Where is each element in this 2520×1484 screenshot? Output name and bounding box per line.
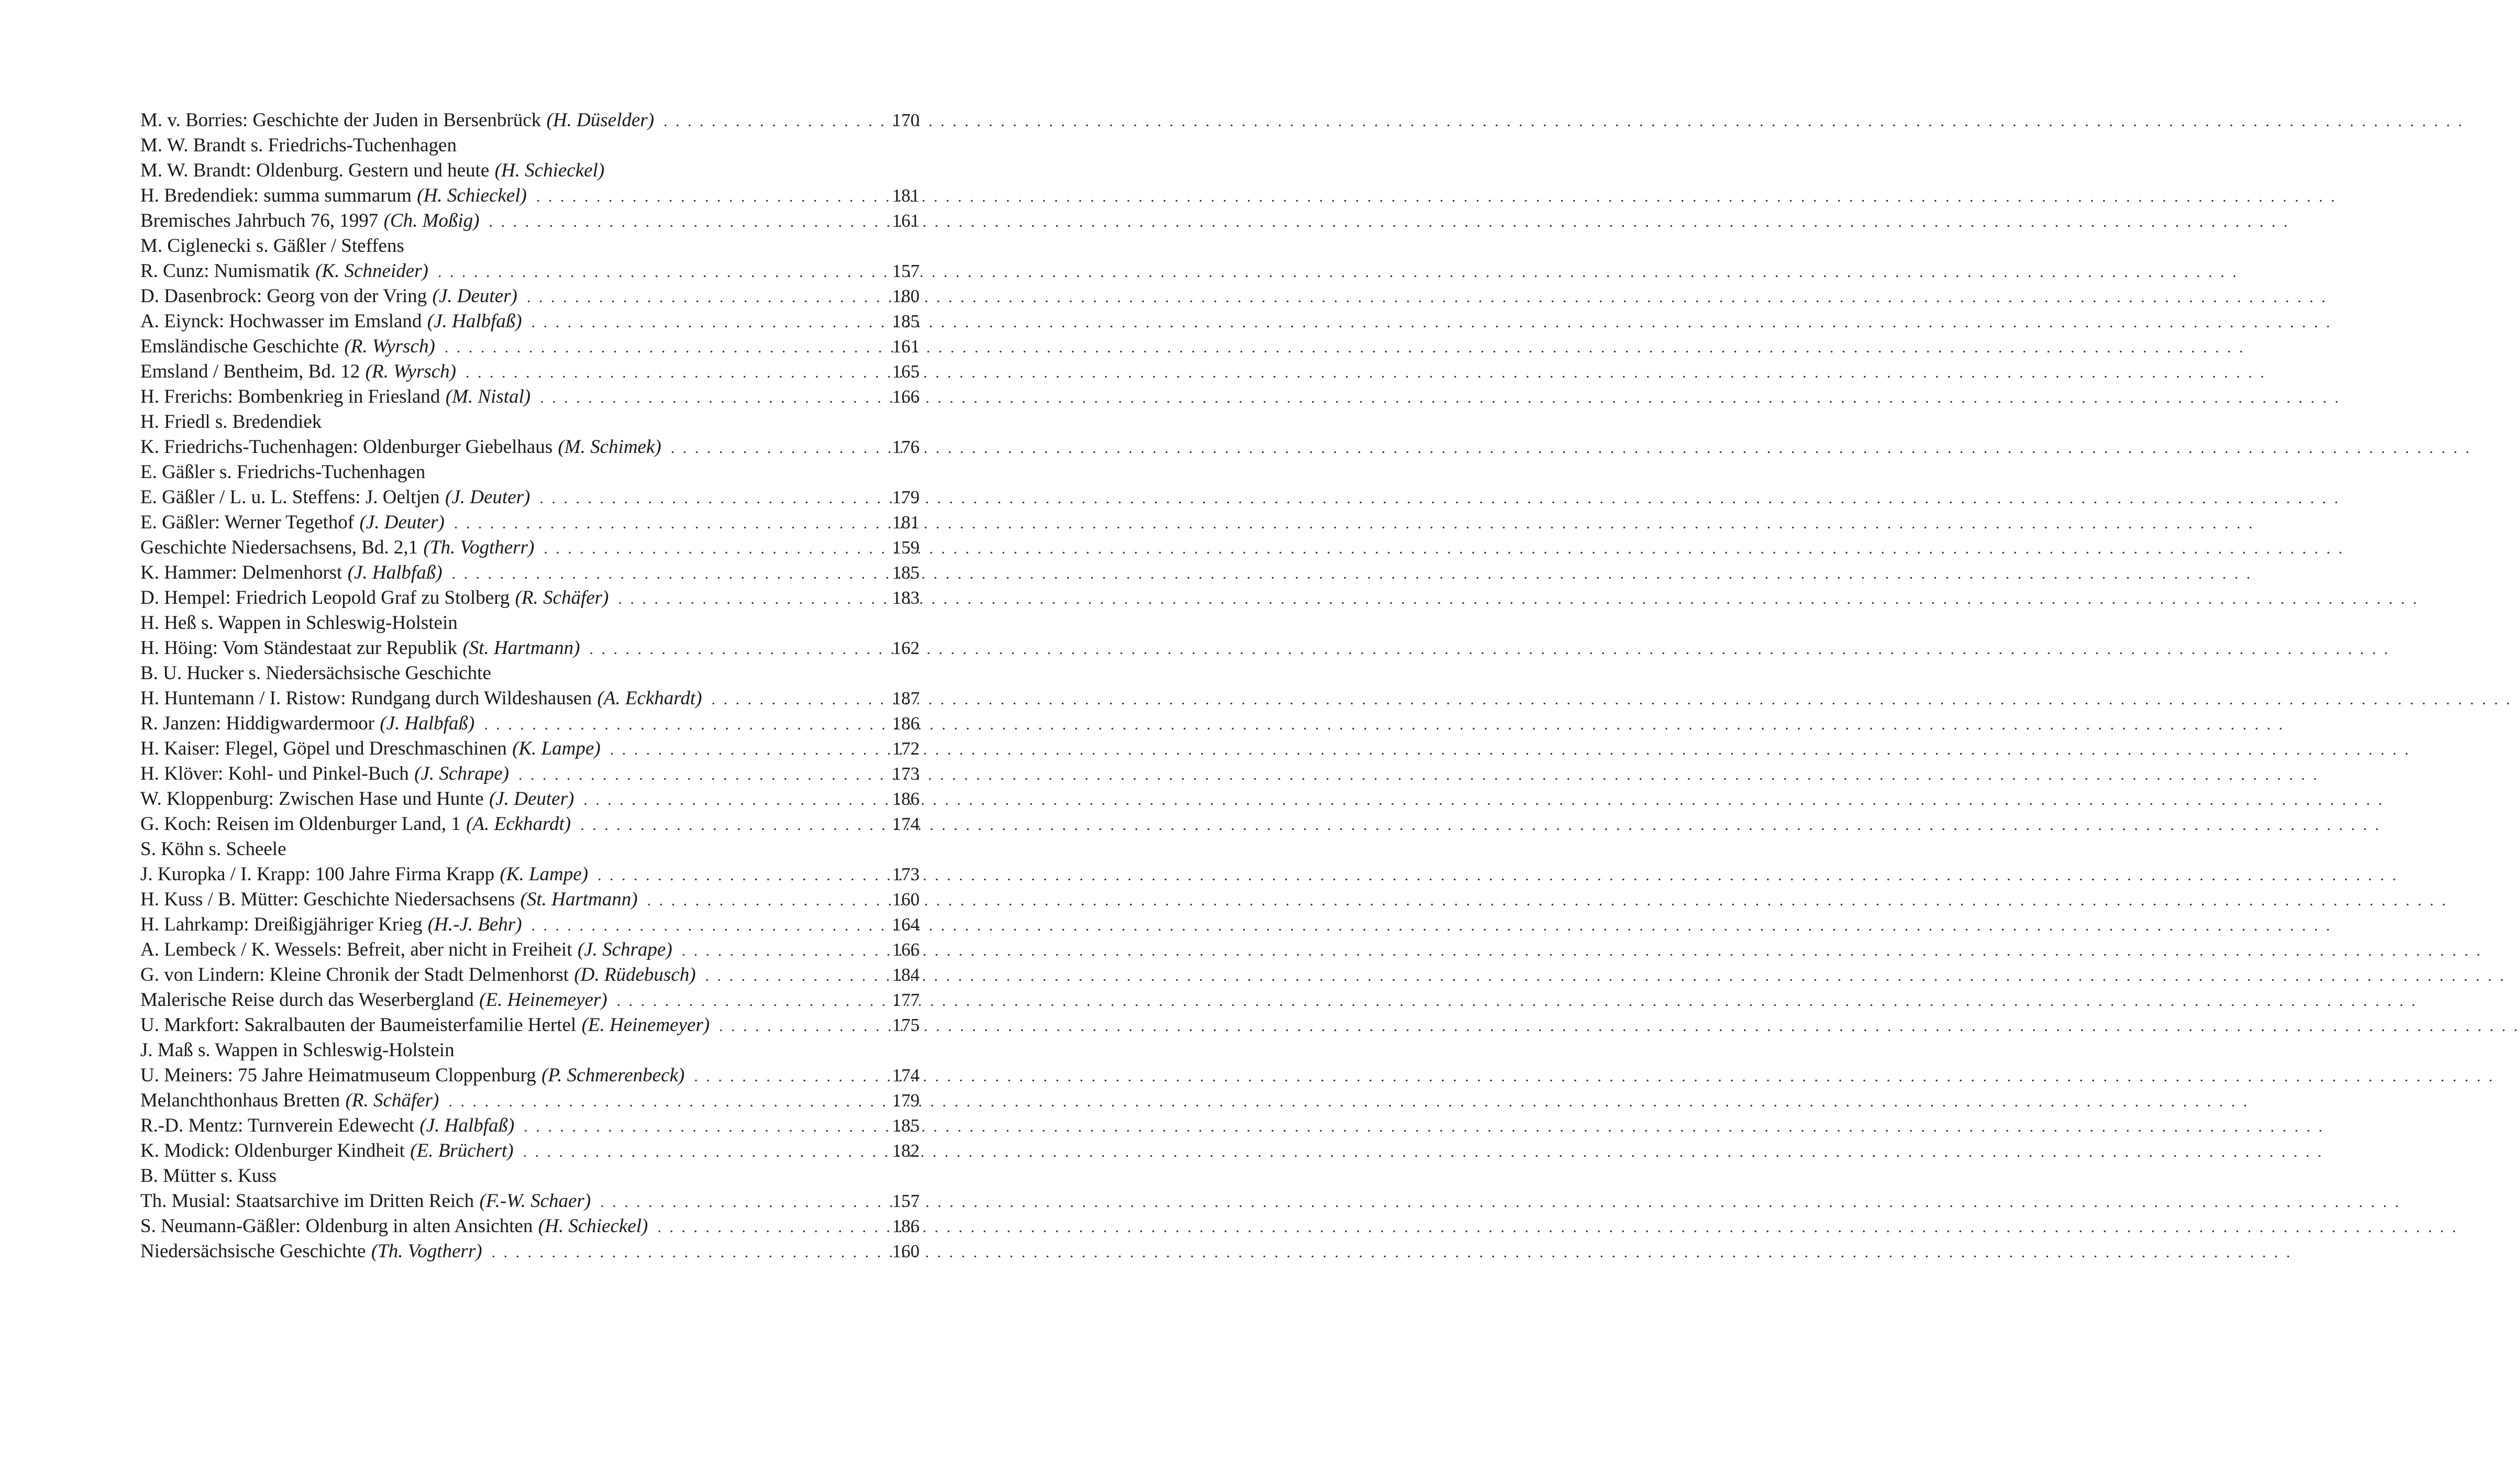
entry-title: E. Gäßler s. Friedrichs-Tuchenhagen — [140, 461, 426, 483]
entry-page-number: 160 — [892, 889, 920, 910]
entry-text — [140, 686, 702, 711]
entry-reviewer: (H. Schieckel) — [417, 185, 527, 206]
entry-reviewer: (Th. Vogtherr) — [371, 1241, 482, 1262]
entry-page-number: 172 — [892, 738, 920, 759]
entry-page-number: 184 — [892, 965, 920, 985]
index-entry — [140, 736, 920, 761]
entry-page-number: 157 — [892, 261, 920, 281]
dot-leader — [454, 511, 878, 536]
entry-reviewer: (St. Hartmann) — [520, 889, 638, 910]
dot-leader — [448, 1089, 878, 1114]
entry-text — [140, 334, 435, 359]
entry-title: R. Janzen: Hiddigwardermoor — [140, 713, 374, 734]
entry-page-number: 160 — [892, 1241, 920, 1261]
entry-title: Emsländische Geschichte — [140, 336, 339, 357]
entry-page-number: 181 — [892, 512, 920, 533]
entry-reviewer: (P. Schmerenbeck) — [541, 1065, 685, 1086]
entry-page-number: 177 — [892, 990, 920, 1010]
dot-leader — [583, 788, 878, 813]
index-entry — [140, 661, 920, 686]
entry-title: W. Kloppenburg: Zwischen Hase und Hunte — [140, 788, 484, 810]
entry-reviewer: (E. Heinemeyer) — [479, 989, 607, 1011]
entry-title: B. U. Hucker s. Niedersächsische Geschichte — [140, 662, 491, 684]
entry-title: S. Neumann-Gäßler: Oldenburg in alten Ansichten — [140, 1215, 533, 1237]
entry-text — [140, 1013, 710, 1038]
entry-reviewer: (H. Düselder) — [546, 109, 655, 131]
entry-text — [140, 962, 696, 988]
entry-page-number: 162 — [892, 638, 920, 658]
index-entry — [140, 460, 920, 485]
entry-reviewer: (J. Deuter) — [489, 788, 574, 810]
index-entry — [140, 1189, 920, 1214]
entry-reviewer: (J. Schrape) — [577, 939, 672, 960]
index-entry — [140, 334, 920, 359]
dot-leader — [484, 712, 878, 737]
index-entry — [140, 761, 920, 787]
index-entry — [140, 1164, 920, 1189]
entry-title: M. v. Borries: Geschichte der Juden in Bersenbrück — [140, 109, 541, 131]
dot-leader — [518, 762, 878, 788]
entry-text — [140, 133, 457, 158]
entry-title: H. Heß s. Wappen in Schleswig-Holstein — [140, 612, 458, 634]
index-entry — [140, 887, 920, 912]
entry-title: H. Friedl s. Bredendiek — [140, 411, 322, 433]
entry-reviewer: (H. Schieckel) — [494, 160, 605, 181]
entry-page-number: 186 — [892, 789, 920, 809]
dot-leader — [657, 1215, 878, 1240]
entry-text — [140, 837, 286, 862]
entry-reviewer: (J. Deuter) — [432, 285, 517, 307]
entry-page-number: 183 — [892, 588, 920, 608]
entry-title: H. Huntemann / I. Ristow: Rundgang durch Wildeshausen — [140, 688, 592, 709]
dot-leader — [580, 813, 878, 838]
entry-title: G. von Lindern: Kleine Chronik der Stadt Delmenhorst — [140, 964, 569, 985]
entry-text — [140, 1138, 514, 1164]
entry-title: M. W. Brandt: Oldenburg. Gestern und heute — [140, 160, 490, 181]
entry-text — [140, 384, 530, 409]
entry-text — [140, 988, 607, 1013]
index-entry — [140, 510, 920, 535]
index-entry — [140, 1138, 920, 1164]
index-entry — [140, 108, 920, 133]
entry-text — [140, 359, 456, 384]
entry-page-number: 185 — [892, 562, 920, 583]
index-entry — [140, 1088, 920, 1113]
entry-title: M. W. Brandt s. Friedrichs-Tuchenhagen — [140, 135, 457, 156]
index-entry — [140, 837, 920, 862]
entry-reviewer: (J. Deuter) — [359, 512, 445, 533]
entry-reviewer: (F.-W. Schaer) — [479, 1190, 591, 1212]
entry-title: R. Cunz: Numismatik — [140, 260, 310, 282]
entry-text — [140, 158, 604, 183]
dot-leader — [664, 109, 878, 134]
dot-leader — [489, 209, 878, 235]
entry-reviewer: (J. Halbfaß) — [347, 562, 443, 583]
entry-text — [140, 460, 425, 485]
entry-text — [140, 711, 474, 736]
entry-text — [140, 736, 601, 761]
entry-text — [140, 535, 534, 560]
entry-text — [140, 485, 530, 510]
entry-reviewer: (R. Schäfer) — [345, 1090, 439, 1111]
index-entry — [140, 1214, 920, 1239]
entry-page-number: 165 — [892, 361, 920, 382]
dot-leader — [705, 964, 878, 989]
entry-text — [140, 1088, 439, 1113]
entry-text — [140, 1189, 591, 1214]
entry-title: D. Dasenbrock: Georg von der Vring — [140, 285, 427, 307]
index-entry — [140, 183, 920, 208]
dot-leader — [719, 1014, 878, 1039]
index-entry — [140, 1038, 920, 1063]
entry-text — [140, 862, 588, 887]
entry-title: J. Kuropka / I. Krapp: 100 Jahre Firma Krapp — [140, 863, 495, 885]
entry-text — [140, 1113, 514, 1138]
entry-reviewer: (J. Halbfaß) — [427, 311, 522, 332]
index-entry — [140, 409, 920, 435]
dot-leader — [492, 1240, 878, 1265]
entry-page-number: 161 — [892, 336, 920, 357]
dot-leader — [532, 310, 878, 335]
index-entry — [140, 309, 920, 334]
dot-leader — [610, 737, 878, 762]
entry-text — [140, 1214, 648, 1239]
entry-title: E. Gäßler: Werner Tegethof — [140, 512, 355, 533]
entry-title: Melanchthonhaus Bretten — [140, 1090, 340, 1111]
dot-leader — [523, 1139, 878, 1165]
entry-page-number: 182 — [892, 1140, 920, 1161]
dot-leader — [617, 989, 878, 1014]
entry-reviewer: (R. Schäfer) — [515, 587, 609, 608]
dot-leader — [445, 335, 878, 360]
entry-reviewer: (Th. Vogtherr) — [423, 537, 535, 558]
dot-leader — [671, 436, 878, 461]
entry-reviewer: (E. Heinemeyer) — [581, 1014, 710, 1036]
dot-leader — [694, 1064, 878, 1089]
entry-text — [140, 912, 522, 937]
entry-page-number: 159 — [892, 537, 920, 558]
entry-title: H. Klöver: Kohl- und Pinkel-Buch — [140, 763, 409, 784]
entry-title: B. Mütter s. Kuss — [140, 1165, 277, 1187]
entry-text — [140, 937, 672, 962]
entry-title: E. Gäßler / L. u. L. Steffens: J. Oeltjen — [140, 486, 440, 508]
entry-page-number: 181 — [892, 185, 920, 206]
entry-text — [140, 1239, 482, 1264]
dot-leader — [544, 536, 878, 561]
entry-page-number: 179 — [892, 487, 920, 507]
entry-text — [140, 510, 445, 535]
review-index-list — [140, 108, 920, 1264]
dot-leader — [711, 687, 878, 712]
entry-page-number: 186 — [892, 713, 920, 734]
entry-reviewer: (D. Rüdebusch) — [574, 964, 696, 985]
index-entry — [140, 812, 920, 837]
entry-title: G. Koch: Reisen im Oldenburger Land, 1 — [140, 813, 461, 835]
entry-text — [140, 309, 522, 334]
entry-title: D. Hempel: Friedrich Leopold Graf zu Stolberg — [140, 587, 510, 608]
entry-reviewer: (M. Nistal) — [445, 386, 531, 407]
dot-leader — [618, 586, 878, 612]
index-entry — [140, 133, 920, 158]
entry-title: H. Lahrkamp: Dreißigjähriger Krieg — [140, 914, 423, 935]
dot-leader — [466, 360, 878, 385]
entry-title: Geschichte Niedersachsens, Bd. 2,1 — [140, 537, 418, 558]
entry-page-number: 187 — [892, 688, 920, 708]
entry-title: K. Hammer: Delmenhorst — [140, 562, 342, 583]
index-entry — [140, 1239, 920, 1264]
index-entry — [140, 862, 920, 887]
entry-reviewer: (J. Halbfaß) — [419, 1115, 515, 1136]
index-entry — [140, 937, 920, 962]
entry-reviewer: (E. Brüchert) — [410, 1140, 514, 1161]
entry-text — [140, 1063, 684, 1088]
entry-reviewer: (H. Schieckel) — [538, 1215, 648, 1237]
index-entry — [140, 988, 920, 1013]
index-entry — [140, 234, 920, 259]
index-entry — [140, 711, 920, 736]
entry-text — [140, 435, 661, 460]
entry-title: H. Kaiser: Flegel, Göpel und Dreschmaschinen — [140, 738, 507, 759]
entry-text — [140, 787, 574, 812]
entry-title: M. Ciglenecki s. Gäßler / Steffens — [140, 235, 404, 257]
dot-leader — [540, 385, 878, 411]
entry-text — [140, 585, 609, 611]
index-entry — [140, 912, 920, 937]
entry-reviewer: (A. Eckhardt) — [597, 688, 702, 709]
entry-reviewer: (A. Eckhardt) — [466, 813, 571, 835]
entry-reviewer: (St. Hartmann) — [462, 637, 580, 659]
entry-reviewer: (J. Deuter) — [445, 486, 530, 508]
entry-page-number: 170 — [892, 110, 920, 130]
index-entry — [140, 284, 920, 309]
entry-page-number: 157 — [892, 1191, 920, 1211]
index-entry — [140, 611, 920, 636]
index-entry — [140, 535, 920, 560]
entry-reviewer: (M. Schimek) — [558, 436, 661, 458]
entry-reviewer: (K. Schneider) — [315, 260, 428, 282]
entry-page-number: 166 — [892, 386, 920, 407]
entry-reviewer: (Ch. Moßig) — [383, 210, 480, 231]
entry-page-number: 175 — [892, 1015, 920, 1035]
index-entry — [140, 158, 920, 183]
entry-title: A. Eiynck: Hochwasser im Emsland — [140, 311, 422, 332]
entry-text — [140, 284, 517, 309]
entry-text — [140, 1038, 455, 1063]
entry-title: Bremisches Jahrbuch 76, 1997 — [140, 210, 379, 231]
entry-page-number: 164 — [892, 914, 920, 935]
entry-title: H. Frerichs: Bombenkrieg in Friesland — [140, 386, 440, 407]
entry-title: Emsland / Bentheim, Bd. 12 — [140, 361, 360, 382]
entry-text — [140, 887, 638, 912]
entry-title: Th. Musial: Staatsarchive im Dritten Reich — [140, 1190, 474, 1212]
entry-page-number: 186 — [892, 1216, 920, 1236]
dot-leader — [524, 1114, 878, 1139]
entry-title: Malerische Reise durch das Weserbergland — [140, 989, 474, 1011]
index-entry — [140, 435, 920, 460]
index-entry — [140, 962, 920, 988]
index-entry — [140, 1013, 920, 1038]
dot-leader — [438, 260, 878, 285]
index-entry — [140, 636, 920, 661]
dot-leader — [527, 285, 878, 310]
entry-title: A. Lembeck / K. Wessels: Befreit, aber nicht in Freiheit — [140, 939, 572, 960]
entry-title: H. Kuss / B. Mütter: Geschichte Niedersachsens — [140, 889, 515, 910]
dot-leader — [598, 863, 878, 888]
entry-reviewer: (K. Lampe) — [512, 738, 601, 759]
entry-page-number: 185 — [892, 311, 920, 331]
dot-leader — [536, 184, 878, 209]
index-entry — [140, 560, 920, 585]
entry-page-number: 174 — [892, 1065, 920, 1086]
index-entry — [140, 1113, 920, 1138]
entry-title: U. Markfort: Sakralbauten der Baumeisterfamilie Hertel — [140, 1014, 577, 1036]
entry-page-number: 176 — [892, 437, 920, 457]
entry-title: K. Modick: Oldenburger Kindheit — [140, 1140, 405, 1161]
entry-text — [140, 812, 571, 837]
index-entry — [140, 384, 920, 409]
entry-page-number: 173 — [892, 864, 920, 884]
index-entry — [140, 686, 920, 711]
entry-page-number: 174 — [892, 814, 920, 834]
index-entry — [140, 259, 920, 284]
entry-text — [140, 108, 654, 133]
dot-leader — [452, 561, 878, 586]
dot-leader — [532, 913, 878, 938]
index-entry — [140, 208, 920, 234]
dot-leader — [647, 888, 878, 913]
entry-text — [140, 234, 404, 259]
entry-text — [140, 259, 428, 284]
index-entry — [140, 787, 920, 812]
entry-title: S. Köhn s. Scheele — [140, 838, 286, 860]
entry-title: J. Maß s. Wappen in Schleswig-Holstein — [140, 1039, 455, 1061]
entry-page-number: 173 — [892, 763, 920, 784]
dot-leader — [539, 486, 878, 511]
entry-page-number: 179 — [892, 1090, 920, 1111]
entry-page-number: 185 — [892, 1115, 920, 1136]
entry-text — [140, 636, 580, 661]
entry-text — [140, 409, 322, 435]
dot-leader — [682, 938, 878, 964]
dot-leader — [589, 637, 878, 662]
entry-reviewer: (J. Schrape) — [414, 763, 509, 784]
index-entry — [140, 359, 920, 384]
entry-reviewer: (K. Lampe) — [500, 863, 589, 885]
entry-title: H. Höing: Vom Ständestaat zur Republik — [140, 637, 457, 659]
entry-title: Niedersächsische Geschichte — [140, 1241, 366, 1262]
entry-reviewer: (R. Wyrsch) — [365, 361, 456, 382]
index-entry — [140, 485, 920, 510]
entry-page-number: 180 — [892, 286, 920, 306]
index-entry — [140, 585, 920, 611]
entry-text — [140, 761, 509, 787]
entry-text — [140, 208, 480, 234]
entry-title: K. Friedrichs-Tuchenhagen: Oldenburger Giebelhaus — [140, 436, 553, 458]
entry-title: U. Meiners: 75 Jahre Heimatmuseum Cloppenburg — [140, 1065, 536, 1086]
entry-page-number: 161 — [892, 211, 920, 231]
entry-reviewer: (H.-J. Behr) — [427, 914, 522, 935]
entry-title: R.-D. Mentz: Turnverein Edewecht — [140, 1115, 415, 1136]
entry-page-number: 166 — [892, 939, 920, 960]
dot-leader — [600, 1190, 878, 1215]
entry-text — [140, 560, 443, 585]
entry-text — [140, 611, 458, 636]
entry-title: H. Bredendiek: summa summarum — [140, 185, 412, 206]
entry-text — [140, 661, 491, 686]
index-entry — [140, 1063, 920, 1088]
entry-reviewer: (J. Halbfaß) — [380, 713, 475, 734]
entry-reviewer: (R. Wyrsch) — [344, 336, 435, 357]
entry-text — [140, 1164, 277, 1189]
entry-text — [140, 183, 527, 208]
